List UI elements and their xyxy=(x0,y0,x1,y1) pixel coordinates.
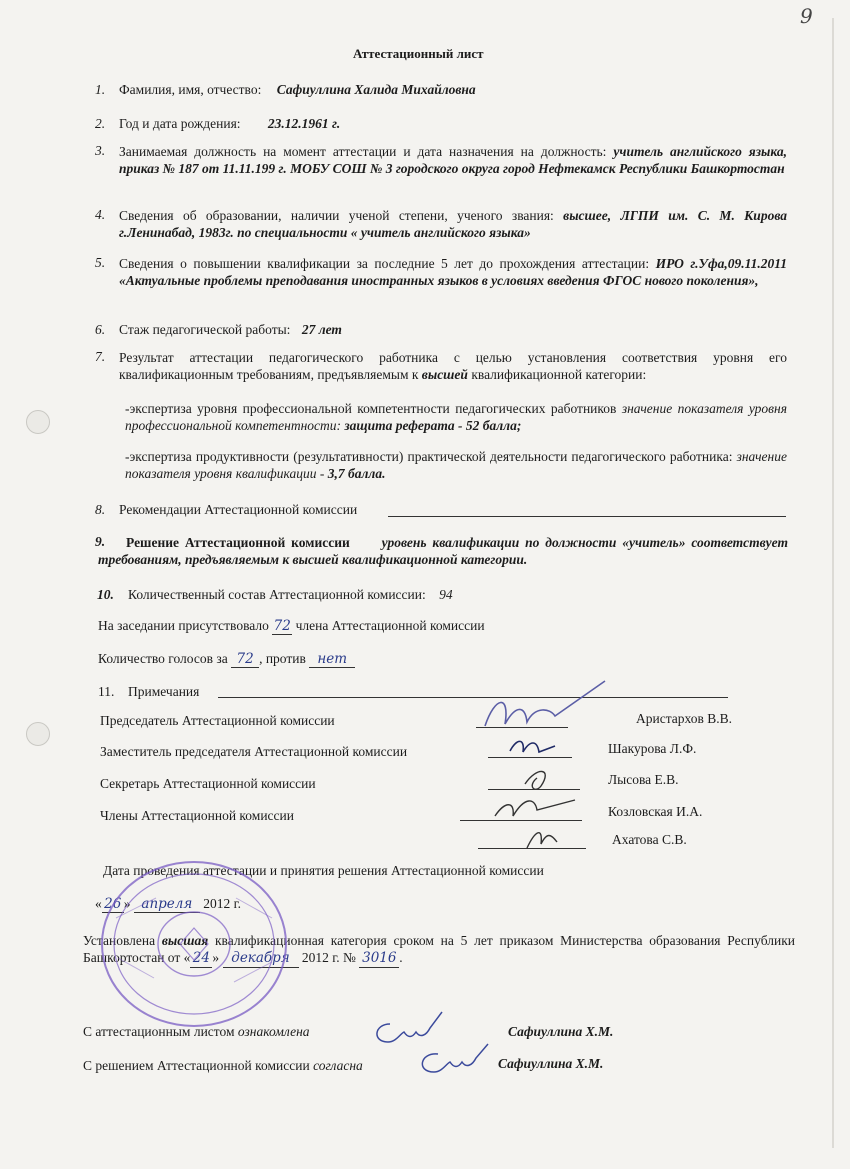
item-number: 5. xyxy=(95,255,106,270)
acknowledge-row-2 xyxy=(83,1058,363,1074)
present-row xyxy=(98,618,485,635)
present-label-end: члена Аттестационной комиссии xyxy=(295,618,485,633)
item-number: 7. xyxy=(95,349,106,364)
expertise-1 xyxy=(125,400,787,434)
members-row xyxy=(128,587,453,603)
expertise-1-value: защита реферата - 52 балла; xyxy=(344,418,522,433)
position-label: Занимаемая должность на момент аттестации и дата назначения на должность: xyxy=(119,144,607,159)
date-day: 26 xyxy=(102,896,124,913)
notes-label: Примечания xyxy=(128,684,200,699)
teacher-signature-1 xyxy=(377,1012,442,1042)
expertise-2 xyxy=(125,448,787,482)
experience-row xyxy=(119,322,342,338)
fio-row xyxy=(119,82,476,98)
result-category: высшей xyxy=(421,367,468,382)
recommend-line xyxy=(388,516,786,517)
signature-deputy xyxy=(510,741,555,752)
established-number: 3016 xyxy=(359,950,399,968)
signature-member-1 xyxy=(495,800,575,816)
birth-row xyxy=(119,116,340,132)
training-paragraph xyxy=(119,255,787,289)
date-open-quote: « xyxy=(95,896,102,911)
established-text: Установлена xyxy=(83,933,156,948)
experience-label: Стаж педагогической работы: xyxy=(119,322,291,337)
item-number: 2. xyxy=(95,116,106,131)
commission-name: Аристархов В.В. xyxy=(636,711,733,726)
teacher-signature-2 xyxy=(422,1044,488,1072)
established-open-quote: « xyxy=(183,950,191,965)
established-order: квалификационная категория сроком на 5 лет приказом Министерства образования Республики Башкортостан от xyxy=(83,933,796,965)
decision-value: уровень квалификации по должности «учитель» соответствует требованиям, предъявляемым к высшей квалификационной категории. xyxy=(98,535,788,567)
commission-signatures xyxy=(455,676,635,856)
decision-paragraph xyxy=(98,534,788,568)
item-number: 9. xyxy=(95,534,106,549)
decision-label: Решение Аттестационной комиссии xyxy=(126,535,350,550)
result-text: Результат аттестации педагогического работника с целью установления соответствия уровня его квалификационным требованиям, предъявляемым к xyxy=(119,350,787,382)
commission-name: Ахатова С.В. xyxy=(612,832,687,847)
signature-secretary xyxy=(525,771,545,789)
votes-against: нет xyxy=(309,651,355,668)
acknowledge-name-1: Сафиуллина Х.М. xyxy=(508,1024,614,1039)
page-number: 9 xyxy=(800,4,813,28)
acknowledge-status-2: согласна xyxy=(313,1058,363,1073)
education-label: Сведения об образовании, наличии ученой степени, ученого звания: xyxy=(119,208,554,223)
votes-label: Количество голосов за xyxy=(98,651,228,666)
date-year: 2012 г. xyxy=(203,896,242,911)
acknowledge-row-1 xyxy=(83,1024,310,1040)
date-close-quote: » xyxy=(123,896,131,911)
official-stamp xyxy=(96,858,292,1030)
recommend-label: Рекомендации Аттестационной комиссии xyxy=(119,502,358,517)
acknowledge-name-2: Сафиуллина Х.М. xyxy=(498,1056,604,1071)
present-value: 72 xyxy=(273,618,291,634)
experience-value: 27 лет xyxy=(301,322,342,337)
commission-role: Секретарь Аттестационной комиссии xyxy=(100,776,316,791)
position-value: учитель английского языка, приказ № 187 от 11.11.199 г. МОБУ СОШ № 3 городского округа город Нефтекамск Республики Башкортостан xyxy=(119,144,788,176)
expertise-2-label: -экспертиза продуктивности (результативности) практической деятельности педагогического работника: xyxy=(125,449,733,464)
birth-value: 23.12.1961 г. xyxy=(267,116,341,131)
date-month: апреля xyxy=(134,896,200,913)
page-title: Аттестационный лист xyxy=(353,46,484,61)
commission-role: Члены Аттестационной комиссии xyxy=(100,808,294,823)
item-number: 11. xyxy=(98,684,115,699)
signature-member-2 xyxy=(527,833,557,848)
established-end: . xyxy=(399,950,403,965)
result-paragraph xyxy=(119,349,787,383)
item-number: 1. xyxy=(95,82,106,97)
fio-label: Фамилия, имя, отчество: xyxy=(119,82,262,97)
established-category: высшая xyxy=(161,933,209,948)
commission-name: Козловская И.А. xyxy=(608,804,703,819)
votes-for: 72 xyxy=(231,651,259,668)
expertise-2-value: 3,7 балла. xyxy=(327,466,386,481)
established-year: 2012 г. № xyxy=(301,950,356,965)
item-number: 6. xyxy=(95,322,106,337)
item-number: 4. xyxy=(95,207,106,222)
training-value: ИРО г.Уфа,09.11.2011 «Актуальные проблемы преподавания иностранных языков в условиях введения ФГОС нового поколения», xyxy=(119,256,787,288)
established-month: декабря xyxy=(223,950,299,968)
established-close-quote: » xyxy=(212,950,220,965)
commission-name: Шакурова Л.Ф. xyxy=(608,741,697,756)
teacher-signatures xyxy=(360,1008,500,1086)
acknowledge-text-2: С решением Аттестационной комиссии xyxy=(83,1058,310,1073)
birth-label: Год и дата рождения: xyxy=(119,116,241,131)
training-label: Сведения о повышении квалификации за последние 5 лет до прохождения аттестации: xyxy=(119,256,650,271)
votes-against-label: , против xyxy=(259,651,306,666)
established-day: 24 xyxy=(190,950,212,968)
result-text-end: квалификационной категории: xyxy=(471,367,647,382)
members-value: 94 xyxy=(439,587,453,602)
expertise-1-indicator: значение показателя уровня профессиональной компетентности: xyxy=(125,401,787,433)
item-number: 3. xyxy=(95,143,106,158)
acknowledge-text-1: С аттестационным листом xyxy=(83,1024,235,1039)
present-label: На заседании присутствовало xyxy=(98,618,269,633)
page-edge xyxy=(832,18,834,1148)
commission-name: Лысова Е.В. xyxy=(608,772,679,787)
commission-role: Председатель Аттестационной комиссии xyxy=(100,713,335,728)
fio-value: Сафиуллина Халида Михайловна xyxy=(276,82,476,97)
punch-hole xyxy=(26,410,50,434)
education-value: высшее, ЛГПИ им. С. М. Кирова г.Ленинабад, 1983г. по специальности « учитель английского языка» xyxy=(119,208,788,240)
education-paragraph xyxy=(119,207,787,241)
commission-role: Заместитель председателя Аттестационной комиссии xyxy=(100,744,408,759)
item-number: 8. xyxy=(95,502,106,517)
date-label: Дата проведения аттестации и принятия решения Аттестационной комиссии xyxy=(103,863,544,878)
item-number: 10. xyxy=(97,587,114,602)
members-label: Количественный состав Аттестационной комиссии: xyxy=(128,587,426,602)
position-paragraph xyxy=(119,143,787,177)
punch-hole xyxy=(26,722,50,746)
votes-row xyxy=(98,651,355,668)
expertise-1-label: -экспертиза уровня профессиональной компетентности педагогических работников xyxy=(125,401,617,416)
expertise-2-indicator: значение показателя уровня квалификации - xyxy=(125,449,787,481)
signature-chairman xyxy=(485,681,605,726)
acknowledge-status-1: ознакомлена xyxy=(237,1024,310,1039)
